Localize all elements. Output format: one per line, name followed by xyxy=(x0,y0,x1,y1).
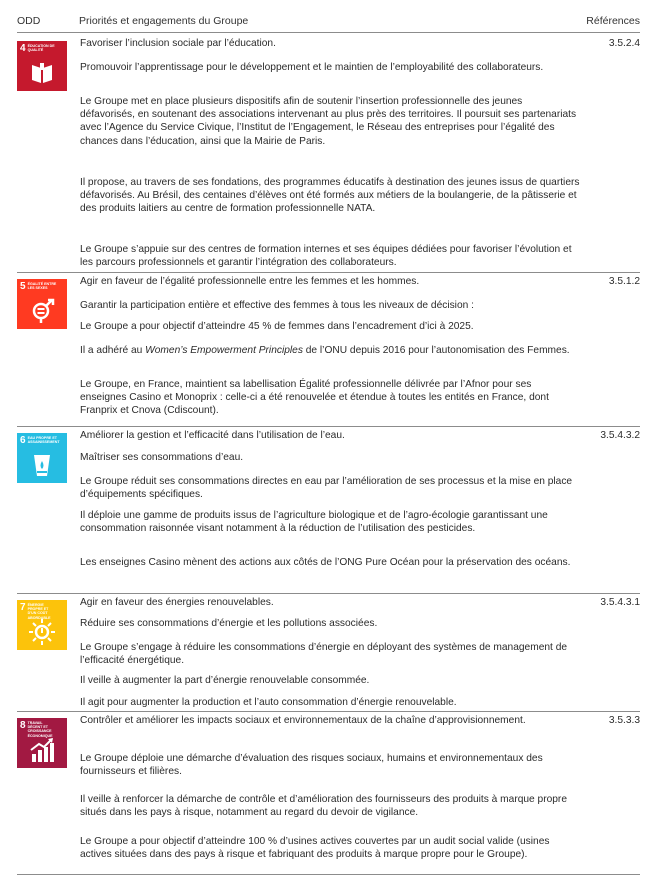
commitment-text: Le Groupe s’engage à réduire les consommations d’énergie en déployant des systèmes de management de l’efficacité énergétique. xyxy=(80,642,568,667)
reference-code: 3.5.1.2 xyxy=(608,276,640,287)
sdg-tile xyxy=(17,279,67,329)
water-glass-icon xyxy=(29,452,55,478)
commitment-text: Le Groupe réduit ses consommations directes en eau par l’amélioration de ses processus et la mise en place d’équipements spécifiques. xyxy=(80,476,573,501)
gender-equality-icon xyxy=(29,298,55,324)
commitment-text: Les enseignes Casino mènent des actions aux côtés de l’ONG Pure Océan pour la préservation des océans. xyxy=(80,557,571,568)
header-priorities: Priorités et engagements du Groupe xyxy=(79,15,249,27)
sdg-tile xyxy=(17,433,67,483)
commitment-text: Il veille à renforcer la démarche de contrôle et d’amélioration des fournisseurs des produits à marque propre situés dans les pays à risque, notamment au regard du devoir de vigilance. xyxy=(80,794,567,819)
commitment-text: Le Groupe s’appuie sur des centres de formation internes et ses équipes dédiées pour favoriser l’évolution et les parcours professionnels et garantir l’intégration des collaborateurs. xyxy=(80,244,572,269)
sdg-tile xyxy=(17,41,67,91)
commitment-text: Il propose, au travers de ses fondations, des programmes éducatifs à destination des jeunes issus de quartiers défavorisés. Au Brésil, des centaines d’élèves ont été formés aux métiers de la boulangerie, de la pâtisserie et des produits laitiers au centre de formation professionnelle NATA. xyxy=(80,177,580,215)
open-book-icon xyxy=(29,60,55,86)
sdg-tile xyxy=(17,718,67,768)
header-references: Références xyxy=(586,15,640,27)
commitment-text: Garantir la participation entière et effective des femmes à tous les niveaux de décision : xyxy=(80,300,474,311)
table-row xyxy=(17,429,640,591)
reference-code: 3.5.2.4 xyxy=(608,38,640,49)
reference-code: 3.5.4.3.1 xyxy=(600,597,640,608)
commitment-text: Le Groupe déploie une démarche d’évaluation des risques sociaux, humains et environnementaux des fournisseurs et filières. xyxy=(80,753,543,778)
priority-heading: Contrôler et améliorer les impacts sociaux et environnementaux de la chaîne d’approvisionnement. xyxy=(80,715,526,726)
row-divider xyxy=(17,874,640,875)
sun-power-icon xyxy=(29,619,55,645)
reference-code: 3.5.4.3.2 xyxy=(600,430,640,441)
commitment-text: Réduire ses consommations d’énergie et les pollutions associées. xyxy=(80,618,378,629)
header-odd: ODD xyxy=(17,15,41,27)
header-divider xyxy=(17,32,640,33)
table-row xyxy=(17,596,640,709)
table-row xyxy=(17,275,640,424)
row-divider xyxy=(17,426,640,427)
priority-heading: Agir en faveur de l’égalité professionnelle entre les femmes et les hommes. xyxy=(80,276,420,287)
sdg-tile xyxy=(17,600,67,650)
sdg-number: 6 xyxy=(20,435,26,446)
sdg-number: 7 xyxy=(20,602,26,613)
commitment-text: Le Groupe a pour objectif d’atteindre 45 % de femmes dans l’encadrement d’ici à 2025. xyxy=(80,321,474,332)
commitment-text: Le Groupe, en France, maintient sa labellisation Égalité professionnelle délivrée par l’Afnor pour ses enseignes Casino et Monoprix : celle-ci a été renouvelée et étendue à toutes les entités en France, dont Franprix et Cnova (Cdiscount). xyxy=(80,379,549,417)
sdg-number: 5 xyxy=(20,281,26,292)
growth-chart-icon xyxy=(29,737,55,763)
priority-heading: Améliorer la gestion et l’efficacité dans l’utilisation de l’eau. xyxy=(80,430,345,441)
commitment-text: Il déploie une gamme de produits issus de l’agriculture biologique et de l’agro-écologie garantissant une consommation raisonnée visant notamment à la réduction de l’utilisation des pesticides. xyxy=(80,510,548,535)
sdg-number: 4 xyxy=(20,43,26,54)
sdg-label: ÉGALITÉ ENTRE LES SEXES xyxy=(27,282,57,291)
sdg-label: EAU PROPRE ET ASSAINISSEMENT xyxy=(27,436,60,445)
table-header xyxy=(17,15,640,31)
commitment-text: Il a adhéré au Women’s Empowerment Principles de l’ONU depuis 2016 pour l’autonomisation des Femmes. xyxy=(80,345,570,356)
row-divider xyxy=(17,593,640,594)
commitment-text: Promouvoir l’apprentissage pour le développement et le maintien de l’employabilité des collaborateurs. xyxy=(80,62,544,73)
table-row xyxy=(17,714,640,872)
commitment-text: Le Groupe met en place plusieurs dispositifs afin de soutenir l’insertion professionnelle des jeunes défavorisés, en soutenant des associations intervenant au plus près des territoires. Il poursuit ses partenariats avec l’Agence du Service Civique, l’Institut de l’Engagement, le Réseau des entreprises pour l’égalité des chances dans l’éducation, ainsi que la Mairie de Paris. xyxy=(80,96,577,147)
priority-heading: Agir en faveur des énergies renouvelables. xyxy=(80,597,274,608)
commitment-text: Le Groupe a pour objectif d’atteindre 100 % d’usines actives couvertes par un audit social valide (usines actives situées dans des pays à risque et fabriquant des produits à marque propre pour le Groupe). xyxy=(80,836,550,861)
commitment-text: Il veille à augmenter la part d’énergie renouvelable consommée. xyxy=(80,675,370,686)
commitment-text: Maîtriser ses consommations d’eau. xyxy=(80,452,244,463)
reference-code: 3.5.3.3 xyxy=(608,715,640,726)
row-divider xyxy=(17,272,640,273)
row-divider xyxy=(17,711,640,712)
priority-heading: Favoriser l’inclusion sociale par l’éducation. xyxy=(80,38,276,49)
sdg-label: TRAVAIL DÉCENT ET CROISSANCE ÉCONOMIQUE xyxy=(27,721,53,738)
commitment-text: Il agit pour augmenter la production et l’auto consommation d’énergie renouvelable. xyxy=(80,697,457,708)
sdg-number: 8 xyxy=(20,720,26,731)
sdg-label: ÉDUCATION DE QUALITÉ xyxy=(27,44,55,53)
sdg-label: ÉNERGIE PROPRE ET D’UN COÛT ABORDABLE xyxy=(27,603,51,620)
table-row xyxy=(17,37,640,270)
